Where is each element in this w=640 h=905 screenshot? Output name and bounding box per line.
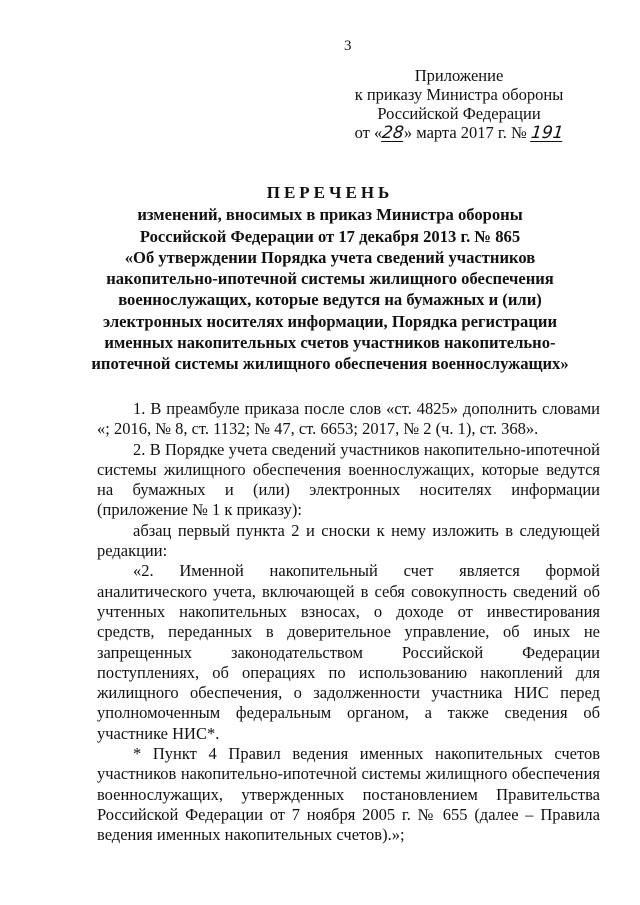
date-prefix: от « bbox=[354, 123, 383, 142]
title-line: изменений, вносимых в приказ Министра обороны bbox=[137, 205, 523, 225]
appendix-label: Приложение bbox=[414, 66, 504, 85]
document-title bbox=[60, 182, 600, 375]
title-line: ипотечной системы жилищного обеспечения военнослужащих» bbox=[91, 354, 569, 374]
document-body bbox=[97, 399, 600, 846]
paragraph-2: 2. В Порядке учета сведений участников накопительно-ипотечной системы жилищного обеспечения военнослужащих, которые ведутся на бумажных и (или) электронных носителях информации (приложение № 1 к приказу): bbox=[97, 439, 600, 520]
paragraph-4: «2. Именной накопительный счет является формой аналитического учета, включающей в себя совокупность сведений об учтенных накопительных взносах, о доходе от инвестирования средств, переданных в доверительное управление, об иных не запрещенных законодательством Российской Федерации поступлениях, об операциях по использованию накоплений для жилищного обеспечения, о задолженности участника НИС перед уполномоченным федеральным органом, а также сведения об участнике НИС*. bbox=[97, 561, 600, 743]
title-line: накопительно-ипотечной системы жилищного обеспечения bbox=[106, 269, 554, 289]
title-line: Российской Федерации от 17 декабря 2013 г. № 865 bbox=[139, 226, 521, 246]
handwritten-day: 28 bbox=[381, 123, 405, 143]
handwritten-order-number: 191 bbox=[529, 123, 565, 143]
footnote-paragraph: * Пункт 4 Правил ведения именных накопительных счетов участников накопительно-ипотечной системы жилищного обеспечения военнослужащих, утвержденных постановлением Правительства Российской Федерации от 7 ноября 2005 г. № 655 (далее – Правила ведения именных накопительных счетов).»; bbox=[97, 744, 600, 845]
title-line: «Об утверждении Порядка учета сведений участников bbox=[124, 247, 536, 267]
title-line: военнослужащих, которые ведутся на бумажных и (или) bbox=[118, 290, 542, 310]
appendix-date-line bbox=[330, 123, 588, 142]
title-line: именных накопительных счетов участников накопительно- bbox=[104, 333, 556, 353]
appendix-header bbox=[330, 66, 588, 142]
appendix-order-ref: к приказу Министра обороны bbox=[354, 85, 564, 104]
date-middle: » марта 2017 г. № bbox=[403, 123, 527, 142]
appendix-country: Российской Федерации bbox=[377, 104, 541, 123]
title-heading: ПЕРЕЧЕНЬ bbox=[266, 183, 394, 202]
paragraph-3: абзац первый пункта 2 и сноски к нему изложить в следующей редакции: bbox=[97, 520, 600, 561]
title-line: электронных носителях информации, Порядка регистрации bbox=[102, 311, 558, 331]
paragraph-1: 1. В преамбуле приказа после слов «ст. 4825» дополнить словами «; 2016, № 8, ст. 1132; № 47, ст. 6653; 2017, № 2 (ч. 1), ст. 368». bbox=[97, 399, 600, 439]
page-number: 3 bbox=[344, 38, 352, 54]
